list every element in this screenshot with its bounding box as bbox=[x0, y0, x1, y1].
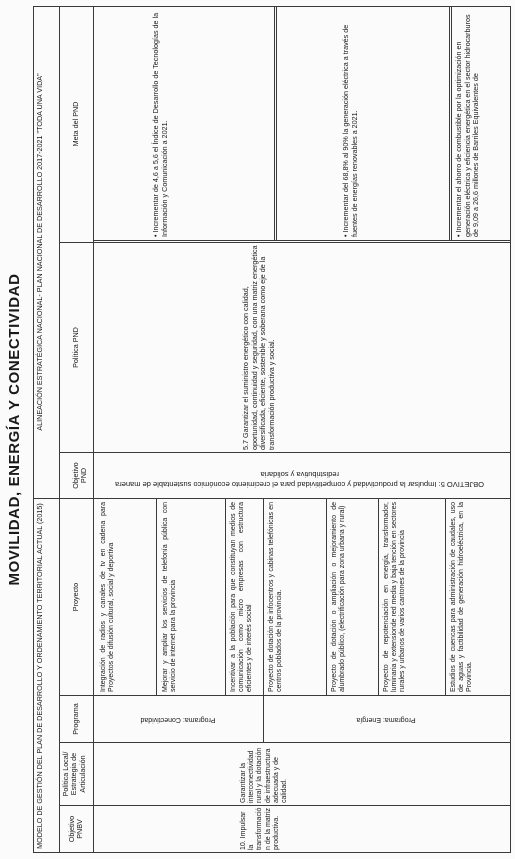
left-group-header: MODELO DE GESTIÓN DEL PLAN DE DESARROLLO Y ORDENAMIENTO TERRITORIAL ACTUAL (2015) bbox=[35, 503, 44, 849]
objetivo-pnd-cell: OBJETIVO 5: Impulsar la productividad y competitividad para el crecimiento económico sustentable de manera redistributiva y solidaria bbox=[115, 470, 485, 489]
proyecto-item: Proyecto de dotación o ampliación o mejoramiento de alumbrado público, (electrificación para zona urbana y rural) bbox=[331, 502, 347, 692]
col-header-objetivo-pnd: Objetivo PND bbox=[71, 462, 89, 489]
page-title: MOVILIDAD, ENERGÍA Y CONECTIVIDAD bbox=[6, 273, 23, 586]
meta-pnd-item: • Incrementar el ahorro de combustible por la optimización en generación eléctrica y eficiencia energética en el sector hidrocarburos de 9,09 a 26,6 millones de Barriles Equivalentes de bbox=[454, 14, 481, 237]
proyecto-item: Proyecto de repotenciación en energía, transformador, luminaria y extensionde red media y baja tención en sectores rurales y urbanos de varios cantones de la provincia bbox=[383, 502, 407, 692]
politica-pnd-cell: 5.7 Garantizar el suministro energético con calidad, oportunidad, continuidad y seguridad, con una matriz energética diversificada, eficiente, sostenible y soberana como eje de la transformación productiva y social. bbox=[241, 245, 276, 450]
programa-energia: Programa: Energía bbox=[356, 716, 416, 723]
col-header-politica-pnd: Política PND bbox=[71, 327, 80, 368]
proyecto-item: Mejorar y ampliar los servicios de telefonía pública con servicio de internet para la provincia bbox=[162, 502, 178, 692]
col-header-programa: Programa bbox=[71, 703, 80, 735]
objetivo-pnbv-cell: 10. Impulsar la transformació n de la matriz productiva. bbox=[240, 807, 280, 850]
programa-conectividad: Programa: Conectividad bbox=[140, 716, 216, 723]
proyecto-item: Proyecto de dotación de infocentros y cabinas telefónicas en centros poblados de la provincia. bbox=[268, 502, 284, 692]
col-header-meta-pnd: Meta del PND bbox=[71, 101, 80, 147]
proyecto-item: Estudios de cuencas para administración de caudales, uso de aguas y factibilidad de generación hidroeléctrica, en la Provincia. bbox=[450, 502, 474, 692]
col-header-proyecto: Proyecto bbox=[71, 582, 80, 612]
proyecto-item: Integración de radios y canales de tv en cadena para Proyectos de difusión cultural, social y deportiva bbox=[100, 502, 116, 692]
right-group-header: ALINEACIÓN ESTRATÉGICA NACIONAL- PLAN NACIONAL DE DESARROLLO 2017-2021 "TODA UNA VIDA" bbox=[35, 73, 44, 431]
politica-local-cell: Garantizar la interconectividad rural y la dotación de infraestructura adecuada y de calidad. bbox=[240, 747, 289, 803]
proyecto-item: Incentivar a la población para que constituyan medios de comunicación como micro empresas con estructura eficientes y de interés social bbox=[230, 502, 254, 692]
meta-pnd-item: • Incrementar del 68,8% al 90% la generación eléctrica a través de fuentes de energías renovables a 2021. bbox=[341, 24, 359, 237]
meta-pnd-item: • Incrementar de 4,6 a 5,6 el Índice de Desarrollo de Tecnologías de la Información y Comunicación a 2021. bbox=[151, 12, 169, 237]
col-header-politica-local: Política Local/ Estrategia de Articulación bbox=[61, 751, 87, 797]
col-header-objetivo-pnbv: Objetivo PNBV bbox=[67, 815, 85, 843]
